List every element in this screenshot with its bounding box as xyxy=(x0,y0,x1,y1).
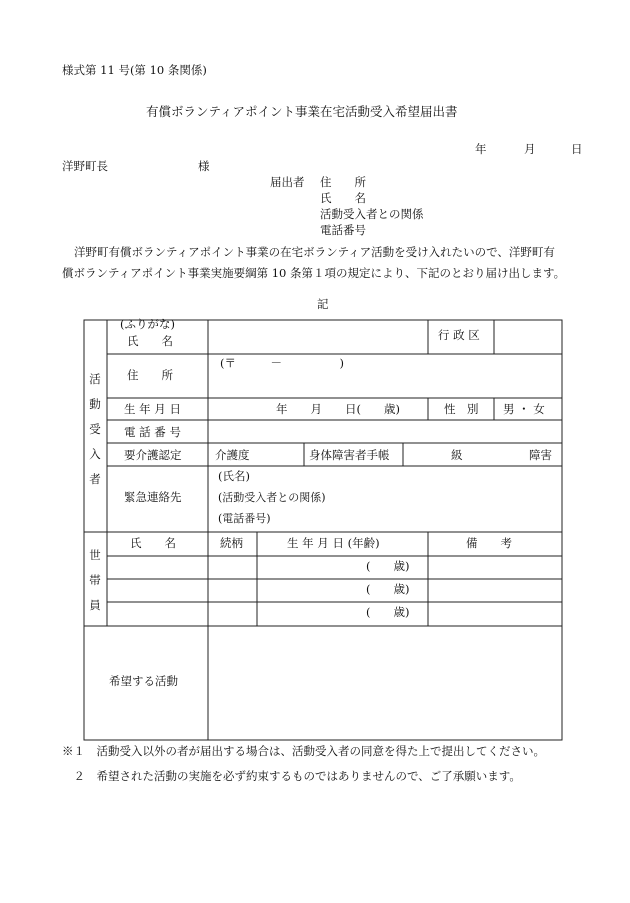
name-field[interactable] xyxy=(210,322,426,352)
emergency-phone-field[interactable]: (電話番号) xyxy=(218,512,271,525)
date-year-label: 年 xyxy=(475,142,487,156)
desired-activity-label: 希望する活動 xyxy=(109,674,178,688)
household-name-header: 氏 名 xyxy=(130,536,176,550)
emergency-relation-field[interactable]: (活動受入者との関係) xyxy=(218,491,326,504)
care-level-field[interactable]: 介護度 xyxy=(215,448,250,462)
household-age-3[interactable]: ( 歳) xyxy=(366,605,410,619)
grade-field[interactable]: 級 xyxy=(451,448,463,462)
section-household-char-2: 帯 xyxy=(89,573,101,587)
birth-label: 生 年 月 日 xyxy=(124,402,181,416)
section-recipient-label xyxy=(87,367,103,492)
applicant-phone-label: 電話番号 xyxy=(320,223,366,237)
emergency-name-field[interactable]: (氏名) xyxy=(218,469,250,483)
birth-value-field[interactable]: 年 月 日( 歳) xyxy=(276,402,400,416)
address-label: 住 所 xyxy=(127,368,173,382)
section-recipient-char-3: 受 xyxy=(89,422,101,436)
form-number: 様式第 11 号(第 10 条関係) xyxy=(62,63,207,77)
note-2: ２ 希望された活動の実施を必ず約束するものではありませんので、ご了承願います。 xyxy=(62,769,521,783)
desired-activity-field[interactable] xyxy=(210,628,560,738)
postal-code-field[interactable]: (〒 － ) xyxy=(220,356,344,370)
body-line-1: 洋野町有償ボランティアポイント事業の在宅ボランティア活動を受け入れたいので、洋野町有 xyxy=(74,245,555,259)
household-age-1[interactable]: ( 歳) xyxy=(366,559,410,573)
applicant-label: 届出者 xyxy=(270,175,305,189)
section-household-char-3: 員 xyxy=(89,598,101,612)
care-level-label: 要介護認定 xyxy=(124,448,182,462)
phone-label: 電 話 番 号 xyxy=(124,425,181,439)
disability-field[interactable]: 障害 xyxy=(529,448,552,462)
ki-label: 記 xyxy=(317,297,329,311)
document-title: 有償ボランティアポイント事業在宅活動受入希望届出書 xyxy=(146,104,458,119)
note-1: ※１ 活動受入以外の者が届出する場合は、活動受入者の同意を得た上で提出してください。 xyxy=(62,744,545,758)
section-recipient-char-5: 者 xyxy=(89,472,101,486)
emergency-contact-label: 緊急連絡先 xyxy=(124,490,182,504)
section-recipient-char-1: 活 xyxy=(89,372,101,386)
district-field[interactable] xyxy=(496,322,560,352)
household-age-2[interactable]: ( 歳) xyxy=(366,582,410,596)
household-relation-header: 続柄 xyxy=(220,536,243,550)
section-recipient-char-2: 動 xyxy=(89,397,101,411)
furigana-label: (ふりがな) xyxy=(120,317,175,331)
applicant-name-label: 氏 名 xyxy=(320,191,366,205)
section-recipient-char-4: 入 xyxy=(89,447,101,461)
section-household-label xyxy=(87,543,103,618)
addressee: 洋野町長 xyxy=(62,159,108,173)
household-birth-header: 生 年 月 日 (年齢) xyxy=(287,536,380,550)
name-label: 氏 名 xyxy=(127,334,173,348)
body-line-2: 償ボランティアポイント事業実施要綱第 10 条第１項の規定により、下記のとおり届け出します。 xyxy=(62,266,566,280)
household-remarks-header: 備 考 xyxy=(466,536,512,550)
addressee-suffix: 様 xyxy=(198,159,210,173)
date-day-label: 日 xyxy=(571,142,583,156)
district-label: 行 政 区 xyxy=(438,328,480,342)
phone-field[interactable] xyxy=(210,422,560,441)
sex-label: 性 別 xyxy=(444,402,479,416)
applicant-relation-label: 活動受入者との関係 xyxy=(320,207,424,221)
disability-book-label: 身体障害者手帳 xyxy=(309,448,390,462)
sex-field[interactable]: 男 ・ 女 xyxy=(503,402,545,416)
applicant-address-label: 住 所 xyxy=(320,175,366,189)
date-month-label: 月 xyxy=(524,142,536,156)
section-household-char-1: 世 xyxy=(89,548,101,562)
